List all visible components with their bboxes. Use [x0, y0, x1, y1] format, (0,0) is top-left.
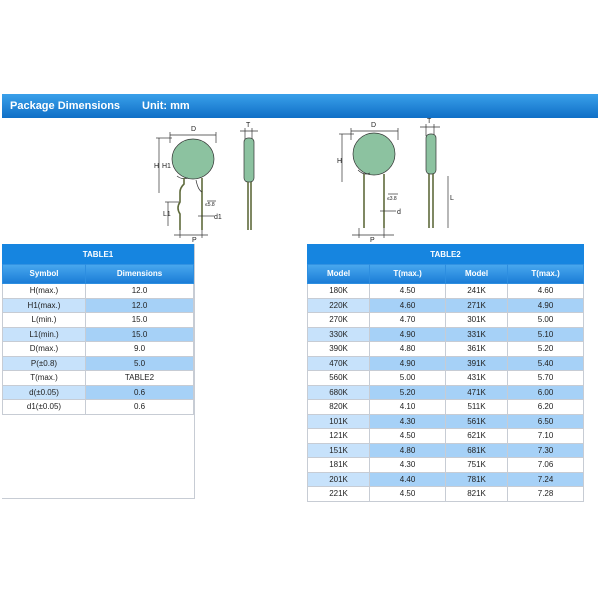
- table-row: [3, 356, 194, 371]
- table2-model: 561K: [445, 414, 507, 429]
- table1-symbol: d(±0.05): [3, 385, 86, 400]
- table2-tmax: 4.50: [370, 429, 446, 444]
- table-row: [308, 371, 584, 386]
- table2-model: 331K: [445, 327, 507, 342]
- table2-model: 301K: [445, 313, 507, 328]
- table-row: [3, 284, 194, 299]
- table2-model: 221K: [308, 487, 370, 502]
- table1-value: 12.0: [86, 298, 194, 313]
- table2-tmax: 5.70: [508, 371, 584, 386]
- table2-tmax: 7.06: [508, 458, 584, 473]
- table2-header-tmax: T(max.): [370, 264, 446, 284]
- table2-model: 271K: [445, 298, 507, 313]
- table2-tmax: 4.60: [508, 284, 584, 299]
- table-row: [308, 385, 584, 400]
- table1-symbol: T(max.): [3, 371, 86, 386]
- table-row: [308, 298, 584, 313]
- drawing-right: [339, 124, 448, 238]
- table2-model: 101K: [308, 414, 370, 429]
- table1-symbol: H(max.): [3, 284, 86, 299]
- dim-label-h1: H1: [162, 163, 171, 170]
- table-row: [308, 342, 584, 357]
- table2-tmax: 4.80: [370, 443, 446, 458]
- table2-tmax: 6.50: [508, 414, 584, 429]
- table2-model: 361K: [445, 342, 507, 357]
- table2-header-model: Model: [308, 264, 370, 284]
- dim-note-right: ≤3.8: [387, 196, 397, 202]
- dim-label-p: P: [192, 237, 197, 244]
- table-row: [308, 356, 584, 371]
- table1-symbol: L1(min.): [3, 327, 86, 342]
- table2-model: 241K: [445, 284, 507, 299]
- table1-symbol: H1(max.): [3, 298, 86, 313]
- table2-tmax: 5.20: [370, 385, 446, 400]
- table2-model: 270K: [308, 313, 370, 328]
- dim-label-d1: d1: [214, 214, 222, 221]
- table2-model: 781K: [445, 472, 507, 487]
- table2-model: 151K: [308, 443, 370, 458]
- dim-label-l-right: L: [450, 195, 454, 202]
- unit-label: Unit: mm: [142, 100, 190, 112]
- table1-value: TABLE2: [86, 371, 194, 386]
- table-row: [3, 342, 194, 357]
- table-row: [308, 487, 584, 502]
- page-title: Package Dimensions: [10, 100, 121, 112]
- table2-tmax: 4.70: [370, 313, 446, 328]
- table2-tmax: 4.10: [370, 400, 446, 415]
- dim-label-p-right: P: [370, 237, 375, 244]
- dim-label-h-right: H: [337, 158, 343, 165]
- table2-title: TABLE2: [308, 245, 584, 264]
- table2-model: 201K: [308, 472, 370, 487]
- table2-model: 821K: [445, 487, 507, 502]
- table2-tmax: 4.40: [370, 472, 446, 487]
- table2-model: 470K: [308, 356, 370, 371]
- table2-model: 431K: [445, 371, 507, 386]
- table-row: [308, 400, 584, 415]
- table2-tmax: 4.90: [370, 356, 446, 371]
- dim-label-small-d-right: d: [397, 209, 401, 216]
- table2-tmax: 4.50: [370, 487, 446, 502]
- table2: [307, 244, 584, 502]
- dim-note-left: ≤5.8: [205, 202, 215, 208]
- table1-value: 0.6: [86, 385, 194, 400]
- table-row: [308, 327, 584, 342]
- table2-tmax: 4.60: [370, 298, 446, 313]
- table2-tmax: 7.28: [508, 487, 584, 502]
- table2-model: 681K: [445, 443, 507, 458]
- table2-header-model-2: Model: [445, 264, 507, 284]
- table2-tmax: 6.20: [508, 400, 584, 415]
- dim-label-t: T: [246, 122, 251, 129]
- dim-label-l1: L1: [163, 211, 171, 218]
- table-row: [3, 298, 194, 313]
- table1-symbol: D(max.): [3, 342, 86, 357]
- table-row: [308, 472, 584, 487]
- drawing-right-labels: [337, 118, 454, 244]
- table-row: [308, 458, 584, 473]
- dim-label-t-right: T: [427, 118, 432, 125]
- table2-tmax: 5.00: [370, 371, 446, 386]
- table1-value: 15.0: [86, 327, 194, 342]
- table2-tmax: 7.24: [508, 472, 584, 487]
- table-row: [308, 443, 584, 458]
- table2-tmax: 4.50: [370, 284, 446, 299]
- table1-panel-bottom: [2, 498, 195, 499]
- table2-tmax: 7.10: [508, 429, 584, 444]
- table2-tmax: 5.10: [508, 327, 584, 342]
- table2-tmax: 4.80: [370, 342, 446, 357]
- table2-body: [308, 284, 584, 502]
- table-row: [3, 371, 194, 386]
- table1-header-dimensions: Dimensions: [86, 264, 194, 284]
- table2-model: 181K: [308, 458, 370, 473]
- table1-header-symbol: Symbol: [3, 264, 86, 284]
- table1-symbol: L(min.): [3, 313, 86, 328]
- dim-label-h: H: [154, 163, 160, 170]
- table2-model: 680K: [308, 385, 370, 400]
- table-row: [3, 313, 194, 328]
- table-row: [3, 385, 194, 400]
- table1-value: 15.0: [86, 313, 194, 328]
- table-row: [3, 400, 194, 415]
- table2-model: 180K: [308, 284, 370, 299]
- component-drawings: [2, 118, 598, 244]
- dim-label-d-right: D: [371, 122, 377, 129]
- table1-symbol: P(±0.8): [3, 356, 86, 371]
- table-row: [308, 284, 584, 299]
- table2-tmax: 5.40: [508, 356, 584, 371]
- table2-model: 471K: [445, 385, 507, 400]
- drawing-left: [156, 128, 258, 238]
- table1-value: 0.6: [86, 400, 194, 415]
- table-row: [308, 414, 584, 429]
- table1-symbol: d1(±0.05): [3, 400, 86, 415]
- table-row: [3, 327, 194, 342]
- table2-tmax: 7.30: [508, 443, 584, 458]
- package-dimensions-panel: [2, 94, 598, 504]
- table1-panel-border: [194, 244, 195, 499]
- table2-model: 751K: [445, 458, 507, 473]
- table2-tmax: 5.00: [508, 313, 584, 328]
- table-row: [308, 313, 584, 328]
- header-bar: [2, 94, 598, 118]
- table2-tmax: 4.90: [370, 327, 446, 342]
- table1-value: 5.0: [86, 356, 194, 371]
- table2-model: 511K: [445, 400, 507, 415]
- table1-title: TABLE1: [3, 245, 194, 264]
- table2-tmax: 4.30: [370, 458, 446, 473]
- table2-tmax: 4.30: [370, 414, 446, 429]
- table2-tmax: 5.20: [508, 342, 584, 357]
- dim-label-d: D: [191, 126, 197, 133]
- table2-model: 330K: [308, 327, 370, 342]
- table2-model: 121K: [308, 429, 370, 444]
- table2-model: 560K: [308, 371, 370, 386]
- table1: [2, 244, 194, 415]
- table2-model: 220K: [308, 298, 370, 313]
- table-row: [308, 429, 584, 444]
- table1-value: 9.0: [86, 342, 194, 357]
- table2-model: 621K: [445, 429, 507, 444]
- table2-model: 820K: [308, 400, 370, 415]
- table2-model: 390K: [308, 342, 370, 357]
- table2-tmax: 4.90: [508, 298, 584, 313]
- table2-header-tmax-2: T(max.): [508, 264, 584, 284]
- table2-model: 391K: [445, 356, 507, 371]
- table1-value: 12.0: [86, 284, 194, 299]
- table2-tmax: 6.00: [508, 385, 584, 400]
